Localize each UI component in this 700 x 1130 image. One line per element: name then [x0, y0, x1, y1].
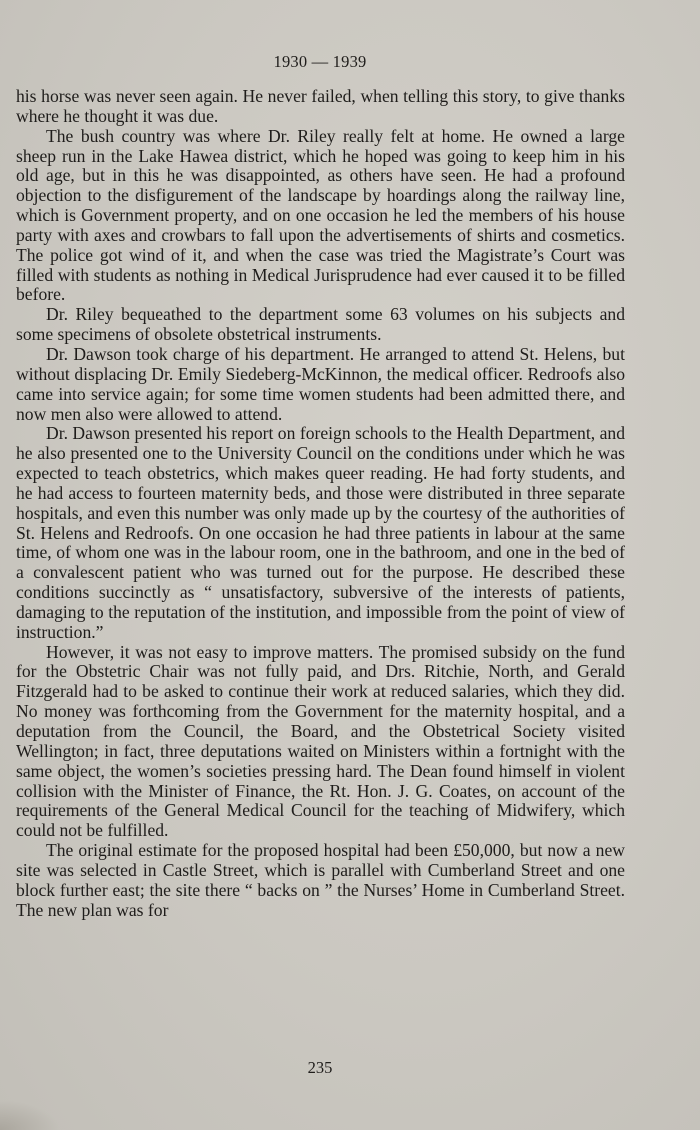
page-number: 235 [307, 1058, 333, 1077]
paragraph-riley-bush-country: The bush country was where Dr. Riley really felt at home. He owned a large sheep run in the Lake Hawea district, which he hoped was going to keep him in his old age, but in this he was disappointed, as others have seen. He had a profound objection to the disfigurement of the landscape by hoardings along the railway line, which is Government property, and on one occasion he led the members of his house party with axes and crowbars to fall upon the advertisements of shirts and cosmetics. The police got wind of it, and when the case was tried the Magistrate’s Court was filled with students as nothing in Medical Jurisprudence had ever caused it to be filled before. [16, 125, 625, 305]
body-text [16, 87, 625, 920]
paragraph-improve-matters: However, it was not easy to improve matters. The promised subsidy on the fund for the Obstetric Chair was not fully paid, and Drs. Ritchie, North, and Gerald Fitzgerald had to be asked to continue their work at reduced salaries, which they did. No money was forthcoming from the Government for the maternity hospital, and a deputation from the Council, the Board, and the Obstetrical Society visited Wellington; in fact, three deputations waited on Ministers within a fortnight with the same object, the women’s societies pressing hard. The Dean found himself in violent collision with the Minister of Finance, the Rt. Hon. J. G. Coates, on account of the requirements of the General Medical Council for the teaching of Midwifery, which could not be fulfilled. [16, 641, 625, 841]
paragraph-dawson-department: Dr. Dawson took charge of his department. He arranged to attend St. Helens, but without displacing Dr. Emily Siedeberg-McKinnon, the medical officer. Redroofs also came into service again; for some time women students had been admitted there, and now men also were allowed to attend. [16, 343, 625, 424]
page-smudge [0, 1100, 60, 1130]
paragraph-riley-bequest: Dr. Riley bequeathed to the department some 63 volumes on his subjects and some specimens of obsolete obstetrical instruments. [16, 304, 625, 345]
paragraph-continued: his horse was never seen again. He never failed, when telling this story, to give thanks where he thought it was due. [16, 86, 625, 126]
paragraph-hospital-estimate: The original estimate for the proposed hospital had been £50,000, but now a new site was selected in Castle Street, which is parallel with Cumberland Street and one block further east; the site there “ backs on ” the Nurses’ Home in Cumberland Street. The new plan was for [16, 840, 625, 920]
paragraph-dawson-report: Dr. Dawson presented his report on foreign schools to the Health Department, and he also presented one to the University Council on the conditions under which he was expected to teach obstetrics, which makes queer reading. He had forty students, and he had access to fourteen maternity beds, and those were distributed in three separate hospitals, and even this number was only made up by the courtesy of the authorities of St. Helens and Redroofs. On one occasion he had three patients in labour at the same time, of whom one was in the labour room, one in the bathroom, and one in the bed of a convalescent patient who was turned out for the purpose. He described these conditions succinctly as “ unsatisfactory, subversive of the interests of patients, damaging to the reputation of the institution, and impossible from the point of view of instruction.” [16, 423, 625, 642]
running-head: 1930 — 1939 [273, 52, 367, 71]
